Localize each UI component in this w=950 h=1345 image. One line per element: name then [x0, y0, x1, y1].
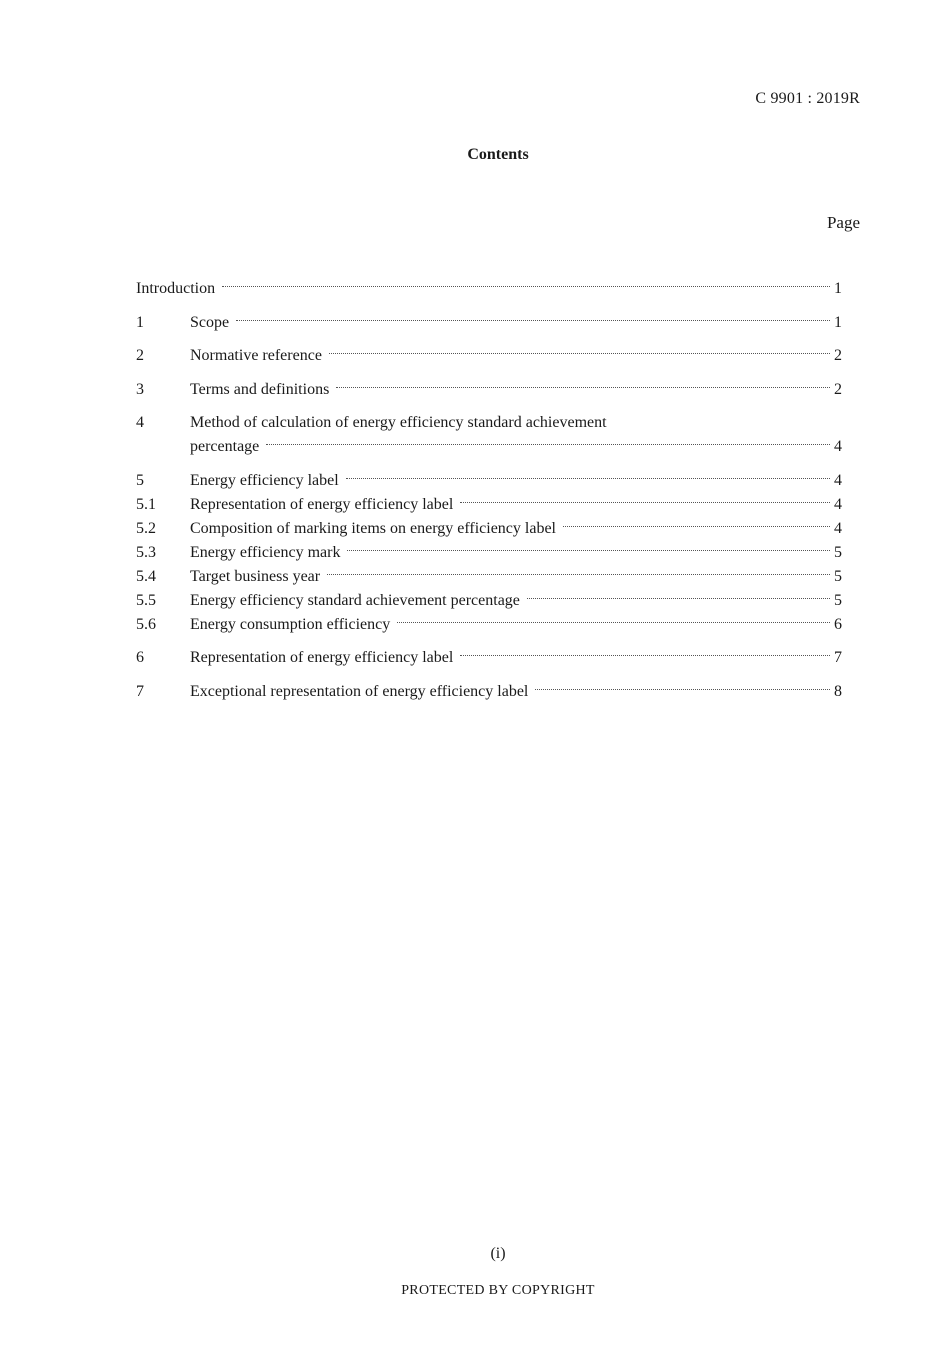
toc-entry-title: Representation of energy efficiency label [190, 495, 454, 513]
dot-leader [397, 622, 830, 623]
toc-entry-page: 7 [834, 649, 842, 666]
toc-entry-5-5[interactable] [136, 590, 842, 614]
toc-entry-5-1[interactable] [136, 494, 842, 518]
toc-entry-title: Energy efficiency standard achievement percentage [190, 591, 520, 609]
dot-leader [336, 387, 830, 388]
dot-leader [535, 689, 830, 690]
toc-entry-page: 5 [834, 567, 842, 585]
contents-title: Contents [467, 146, 529, 163]
toc-entry-number: 5.6 [136, 615, 156, 633]
toc-entry-number: 5.4 [136, 567, 156, 585]
toc-entry-title: Exceptional representation of energy efficiency label [190, 682, 529, 700]
toc-entry-title: Scope [190, 313, 230, 331]
toc-entry-5-2[interactable] [136, 518, 842, 542]
table-of-contents [136, 278, 842, 705]
toc-entry-number: 5.5 [136, 591, 156, 609]
dot-leader [563, 526, 830, 527]
toc-entry-page: 4 [834, 471, 842, 489]
toc-entry-page: 2 [834, 380, 842, 398]
toc-entry-number: 5 [136, 471, 144, 489]
toc-entry-title: Energy efficiency label [190, 471, 339, 489]
toc-entry-method-of-calculation[interactable] [136, 412, 842, 460]
dot-leader [460, 655, 830, 656]
dot-leader [527, 598, 830, 599]
toc-entry-page: 5 [834, 543, 842, 561]
toc-entry-page: 6 [834, 615, 842, 633]
toc-entry-exceptional-representation[interactable] [136, 681, 842, 705]
dot-leader [347, 550, 830, 551]
toc-entry-5-6[interactable] [136, 614, 842, 638]
toc-entry-title: Energy efficiency mark [190, 543, 341, 561]
dot-leader [346, 478, 830, 479]
toc-entry-page: 1 [834, 280, 842, 297]
toc-entry-title: Composition of marking items on energy efficiency label [190, 519, 556, 537]
toc-entry-normative-reference[interactable] [136, 345, 842, 369]
toc-entry-number: 7 [136, 682, 144, 700]
toc-entry-number: 1 [136, 313, 144, 331]
toc-entry-representation[interactable] [136, 647, 842, 671]
toc-entry-5-3[interactable] [136, 542, 842, 566]
dot-leader [222, 286, 830, 287]
toc-entry-energy-efficiency-label[interactable] [136, 470, 842, 494]
toc-entry-title-line1: Method of calculation of energy efficiency standard achievement [190, 414, 607, 431]
dot-leader [327, 574, 830, 575]
toc-entry-scope[interactable] [136, 312, 842, 336]
toc-entry-number: 5.1 [136, 495, 156, 513]
dot-leader [460, 502, 830, 503]
toc-entry-title: Target business year [190, 567, 321, 585]
toc-entry-title-line2: percentage [190, 438, 260, 455]
toc-entry-number: 2 [136, 347, 144, 364]
toc-entry-title: Normative reference [190, 347, 322, 364]
toc-entry-5-4[interactable] [136, 566, 842, 590]
toc-entry-title: Energy consumption efficiency [190, 615, 391, 633]
toc-entry-terms-and-definitions[interactable] [136, 379, 842, 403]
toc-entry-title: Representation of energy efficiency label [190, 649, 454, 666]
toc-entry-number: 4 [136, 414, 144, 431]
toc-entry-introduction[interactable] [136, 278, 842, 302]
toc-entry-page: 2 [834, 347, 842, 364]
toc-entry-page: 5 [834, 591, 842, 609]
document-code: C 9901 : 2019R [755, 90, 860, 107]
footer-page-number: (i) [490, 1245, 506, 1262]
toc-entry-title: Introduction [136, 280, 216, 297]
toc-entry-number: 6 [136, 649, 144, 666]
toc-entry-page: 4 [834, 519, 842, 537]
toc-entry-title: Terms and definitions [190, 380, 330, 398]
toc-entry-page: 8 [834, 682, 842, 700]
toc-entry-page: 4 [834, 495, 842, 513]
toc-entry-number: 5.3 [136, 543, 156, 561]
toc-entry-number: 3 [136, 380, 144, 398]
toc-entry-page: 4 [834, 438, 842, 455]
dot-leader [236, 320, 830, 321]
dot-leader [329, 353, 830, 354]
toc-entry-number: 5.2 [136, 519, 156, 537]
page-column-label: Page [826, 213, 860, 232]
copyright-notice: PROTECTED BY COPYRIGHT [401, 1283, 595, 1298]
toc-entry-page: 1 [834, 313, 842, 331]
dot-leader [266, 444, 830, 445]
